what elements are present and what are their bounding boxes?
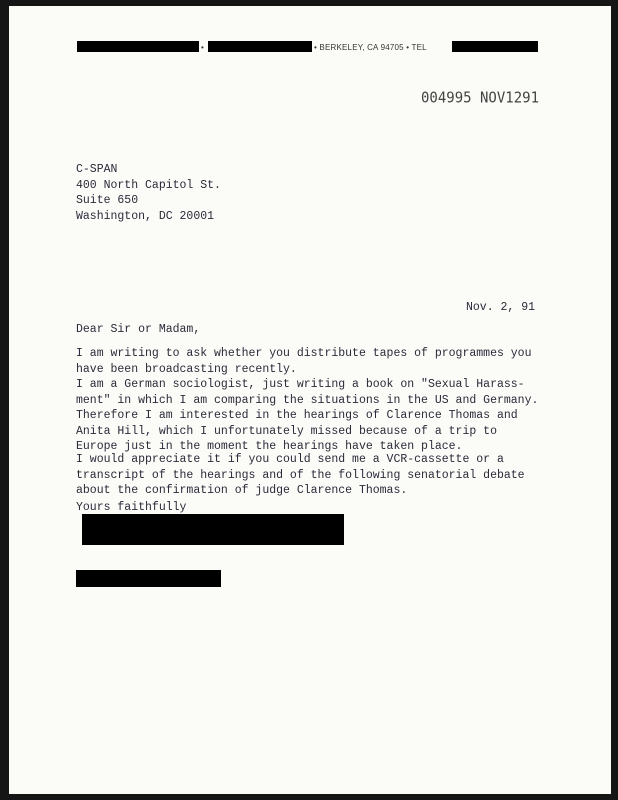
letterhead-separator: • (201, 43, 205, 52)
letterhead-city: • BERKELEY, CA 94705 • TEL (314, 43, 427, 52)
body-line: transcript of the hearings and of the following senatorial debate (76, 468, 525, 482)
redacted-letterhead-phone (452, 41, 538, 52)
body-paragraph (76, 377, 538, 455)
body-paragraph (76, 346, 531, 377)
recipient-line: Washington, DC 20001 (76, 209, 215, 223)
salutation: Dear Sir or Madam, (76, 323, 201, 336)
bleed-through-text (290, 60, 299, 81)
redacted-signature (82, 514, 344, 545)
body-line: ment" in which I am comparing the situations in the US and Germany. (76, 393, 539, 407)
body-line: Therefore I am interested in the hearings of Clarence Thomas and (76, 409, 518, 422)
body-line: I would appreciate it if you could send me a VCR-cassette or a (76, 453, 504, 466)
body-line: Anita Hill, which I unfortunately missed because of a trip to (76, 424, 497, 438)
received-stamp: 004995 NOV1291 (421, 89, 540, 107)
recipient-address (76, 162, 221, 224)
recipient-line: 400 North Capitol St. (76, 178, 221, 192)
recipient-line: C-SPAN (76, 163, 118, 176)
body-line: I am writing to ask whether you distribute tapes of programmes you (76, 347, 532, 360)
redacted-letterhead-name (77, 41, 199, 52)
body-line: Europe just in the moment the hearings have taken place. (76, 440, 463, 453)
letter-date: Nov. 2, 91 (466, 301, 536, 314)
redacted-letterhead-street (208, 41, 312, 52)
body-line: about the confirmation of judge Clarence Thomas. (76, 484, 408, 497)
body-line: I am a German sociologist, just writing a book on "Sexual Harass- (76, 378, 525, 391)
recipient-line: Suite 650 (76, 194, 139, 207)
closing: Yours faithfully (76, 501, 187, 514)
body-paragraph (76, 452, 525, 499)
body-line: have been broadcasting recently. (76, 362, 297, 376)
redacted-sender-name (76, 570, 221, 587)
